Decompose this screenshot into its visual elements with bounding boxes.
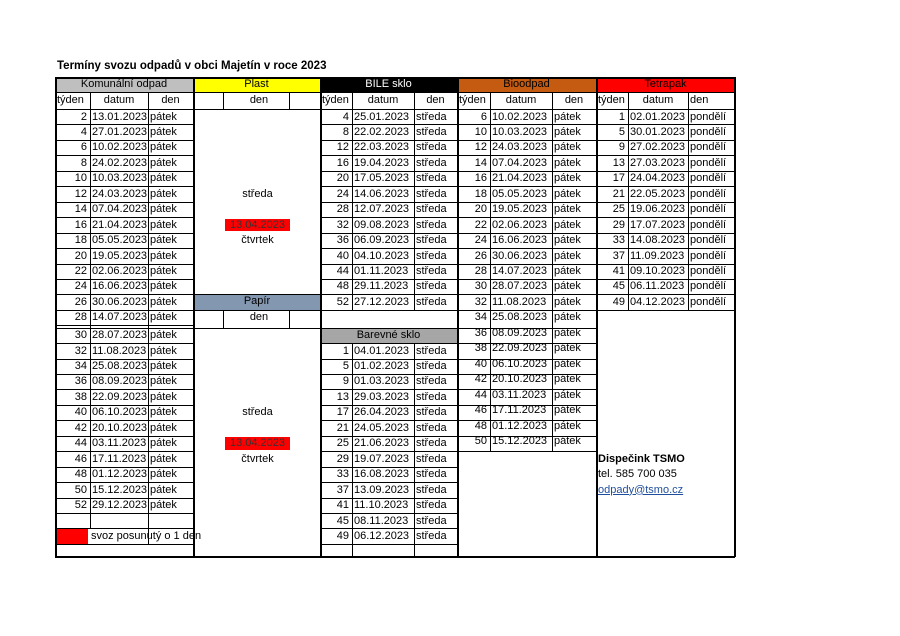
komunalni-day: pátek <box>150 234 177 247</box>
bioodpad-date: 02.06.2023 <box>492 218 548 231</box>
komunalni-date: 03.11.2023 <box>92 437 147 450</box>
barevne-sklo-day: středa <box>416 375 447 388</box>
barevne-sklo-day: středa <box>416 514 447 527</box>
bile-sklo-date: 17.05.2023 <box>354 172 410 185</box>
bioodpad-week: 38 <box>474 342 487 355</box>
tetrapak-week: 5 <box>618 125 625 138</box>
bioodpad-date: 28.07.2023 <box>492 280 548 293</box>
barevne-sklo-day: středa <box>416 421 447 434</box>
bioodpad-week: 26 <box>474 249 487 262</box>
header-bio: Bioodpad <box>457 77 596 92</box>
bioodpad-day: pátek <box>554 125 581 138</box>
komunalni-date: 10.03.2023 <box>92 172 148 185</box>
komunalni-week: 18 <box>74 234 87 247</box>
subheader-den: den <box>426 93 445 106</box>
bioodpad-day: pátek <box>554 110 581 123</box>
bioodpad-date: 25.08.2023 <box>492 311 548 324</box>
barevne-sklo-week: 41 <box>336 499 349 512</box>
bioodpad-week: 24 <box>474 234 487 247</box>
bioodpad-week: 10 <box>474 125 487 138</box>
bile-sklo-day: středa <box>416 249 447 262</box>
plast-day: středa <box>242 187 273 200</box>
bioodpad-day: pátek <box>554 311 581 324</box>
tetrapak-date: 19.06.2023 <box>630 203 686 216</box>
bioodpad-week: 46 <box>474 404 487 417</box>
bioodpad-date: 05.05.2023 <box>492 187 548 200</box>
bioodpad-day: pátek <box>554 295 581 308</box>
papir-day: středa <box>242 406 273 419</box>
contact-name: Dispečink TSMO <box>598 452 685 465</box>
komunalni-date: 28.07.2023 <box>92 329 148 342</box>
bile-sklo-day: středa <box>416 125 447 138</box>
komunalni-week: 12 <box>74 187 87 200</box>
komunalni-date: 27.01.2023 <box>92 125 148 138</box>
bioodpad-date: 22.09.2023 <box>492 342 548 355</box>
barevne-sklo-week: 33 <box>336 468 349 481</box>
tetrapak-date: 06.11.2023 <box>630 280 685 293</box>
komunalni-date: 05.05.2023 <box>92 234 148 247</box>
bioodpad-date: 21.04.2023 <box>492 172 548 185</box>
bioodpad-date: 14.07.2023 <box>492 265 548 277</box>
komunalni-week: 22 <box>74 265 87 277</box>
barevne-sklo-date: 21.06.2023 <box>354 437 410 450</box>
komunalni-week: 16 <box>74 218 87 231</box>
komunalni-week: 14 <box>74 203 87 216</box>
bile-sklo-date: 27.12.2023 <box>354 295 410 308</box>
bile-sklo-week: 44 <box>336 265 349 277</box>
bioodpad-date: 20.10.2023 <box>492 373 548 386</box>
bile-sklo-week: 20 <box>336 172 349 185</box>
tetrapak-date: 14.08.2023 <box>630 234 686 247</box>
bile-sklo-day: středa <box>416 110 447 123</box>
bioodpad-date: 10.02.2023 <box>492 110 548 123</box>
komunalni-week: 6 <box>80 141 87 154</box>
komunalni-day: pátek <box>150 125 177 138</box>
bioodpad-day: pátek <box>554 404 581 417</box>
legend-text: svoz posunutý o 1 den <box>91 529 202 542</box>
komunalni-date: 11.08.2023 <box>92 344 147 357</box>
tetrapak-day: pondělí <box>690 218 727 231</box>
bioodpad-week: 34 <box>474 311 487 324</box>
bile-sklo-week: 36 <box>336 234 349 247</box>
komunalni-date: 22.09.2023 <box>92 390 148 403</box>
bile-sklo-date: 29.11.2023 <box>354 280 409 293</box>
bioodpad-week: 36 <box>474 326 487 339</box>
komunalni-date: 25.08.2023 <box>92 360 148 373</box>
bioodpad-day: pátek <box>554 326 581 339</box>
contact-phone: tel. 585 700 035 <box>598 468 677 481</box>
komunalni-day: pátek <box>150 203 177 216</box>
tetrapak-date: 24.04.2023 <box>630 172 686 185</box>
komunalni-date: 29.12.2023 <box>92 499 148 512</box>
bioodpad-week: 48 <box>474 419 487 432</box>
bile-sklo-week: 12 <box>336 141 349 154</box>
tetrapak-date: 04.12.2023 <box>630 295 686 308</box>
barevne-sklo-week: 49 <box>336 529 349 542</box>
bioodpad-date: 08.09.2023 <box>492 326 548 339</box>
subheader-tyden: týden <box>322 93 349 106</box>
komunalni-week: 50 <box>74 483 87 496</box>
komunalni-week: 44 <box>74 437 87 450</box>
tetrapak-week: 41 <box>612 265 625 277</box>
barevne-sklo-day: středa <box>416 499 447 512</box>
barevne-sklo-week: 37 <box>336 483 349 496</box>
komunalni-week: 48 <box>74 468 87 481</box>
bile-sklo-date: 12.07.2023 <box>354 203 410 216</box>
komunalni-date: 19.05.2023 <box>92 249 148 262</box>
tetrapak-day: pondělí <box>690 265 727 277</box>
bioodpad-week: 22 <box>474 218 487 231</box>
bile-sklo-week: 16 <box>336 156 349 169</box>
komunalni-week: 2 <box>80 110 87 123</box>
bioodpad-day: pátek <box>554 234 581 247</box>
komunalni-week: 34 <box>74 360 87 373</box>
komunalni-date: 17.11.2023 <box>92 452 147 465</box>
komunalni-day: pátek <box>150 172 177 185</box>
barevne-sklo-date: 01.02.2023 <box>354 360 410 373</box>
komunalni-day: pátek <box>150 249 177 262</box>
tetrapak-day: pondělí <box>690 203 727 216</box>
barevne-sklo-week: 29 <box>336 452 349 465</box>
barevne-sklo-day: středa <box>416 406 447 419</box>
subheader-den: den <box>249 93 269 106</box>
komunalni-day: pátek <box>150 483 177 496</box>
bioodpad-date: 10.03.2023 <box>492 125 548 138</box>
komunalni-day: pátek <box>150 156 177 169</box>
bioodpad-day: pátek <box>554 373 581 386</box>
header-plast: Plast <box>193 77 320 92</box>
bioodpad-date: 07.04.2023 <box>492 156 548 169</box>
bioodpad-week: 50 <box>474 434 487 447</box>
bioodpad-week: 40 <box>474 357 487 370</box>
komunalni-date: 24.02.2023 <box>92 156 148 169</box>
bile-sklo-date: 22.02.2023 <box>354 125 410 138</box>
bioodpad-date: 17.11.2023 <box>492 404 547 417</box>
plast-shifted-day: čtvrtek <box>241 234 274 247</box>
barevne-sklo-week: 1 <box>342 344 349 357</box>
komunalni-day: pátek <box>150 406 177 419</box>
bioodpad-date: 06.10.2023 <box>492 357 548 370</box>
komunalni-week: 30 <box>74 329 87 342</box>
tetrapak-week: 37 <box>612 249 625 262</box>
komunalni-week: 4 <box>80 125 87 138</box>
tetrapak-week: 45 <box>612 280 625 293</box>
bile-sklo-day: středa <box>416 203 447 216</box>
tetrapak-day: pondělí <box>690 110 727 123</box>
barevne-sklo-date: 01.03.2023 <box>354 375 410 388</box>
komunalni-date: 02.06.2023 <box>92 265 148 277</box>
barevne-sklo-week: 17 <box>336 406 349 419</box>
bioodpad-date: 11.08.2023 <box>492 295 547 308</box>
contact-email-link[interactable]: odpady@tsmo.cz <box>598 483 684 496</box>
bioodpad-day: pátek <box>554 141 581 154</box>
komunalni-week: 26 <box>74 295 87 308</box>
bioodpad-week: 42 <box>474 373 487 386</box>
bioodpad-week: 32 <box>474 295 487 308</box>
bioodpad-date: 19.05.2023 <box>492 203 548 216</box>
papir-shifted-day: čtvrtek <box>241 452 274 465</box>
komunalni-week: 10 <box>74 172 87 185</box>
bioodpad-week: 20 <box>474 203 487 216</box>
komunalni-date: 07.04.2023 <box>92 203 148 216</box>
bioodpad-day: pátek <box>554 357 581 370</box>
komunalni-date: 24.03.2023 <box>92 187 148 200</box>
subheader-den: den <box>564 93 584 106</box>
tetrapak-day: pondělí <box>690 172 727 185</box>
bioodpad-week: 14 <box>474 156 487 169</box>
komunalni-date: 15.12.2023 <box>92 483 148 496</box>
bile-sklo-day: středa <box>416 280 447 293</box>
barevne-sklo-day: středa <box>416 452 447 465</box>
komunalni-date: 14.07.2023 <box>92 311 148 324</box>
tetrapak-date: 09.10.2023 <box>630 265 686 277</box>
komunalni-day: pátek <box>150 437 177 450</box>
bile-sklo-day: středa <box>416 295 447 308</box>
komunalni-week: 36 <box>74 375 87 388</box>
barevne-sklo-week: 21 <box>336 421 349 434</box>
bile-sklo-date: 22.03.2023 <box>354 141 410 154</box>
komunalni-week: 8 <box>80 156 87 169</box>
bioodpad-day: pátek <box>554 172 581 185</box>
bioodpad-day: pátek <box>554 156 581 169</box>
subheader-datum: datum <box>103 93 135 106</box>
bile-sklo-day: středa <box>416 172 447 185</box>
bile-sklo-day: středa <box>416 234 447 247</box>
bile-sklo-week: 40 <box>336 249 349 262</box>
barevne-sklo-date: 08.11.2023 <box>354 514 409 527</box>
komunalni-day: pátek <box>150 311 177 324</box>
barevne-sklo-day: středa <box>416 468 447 481</box>
bile-sklo-date: 04.10.2023 <box>354 249 410 262</box>
bile-sklo-date: 19.04.2023 <box>354 156 410 169</box>
barevne-sklo-day: středa <box>416 483 447 496</box>
komunalni-day: pátek <box>150 360 177 373</box>
papir-subheader-den: den <box>249 311 269 324</box>
barevne-sklo-date: 16.08.2023 <box>354 468 410 481</box>
barevne-sklo-date: 11.10.2023 <box>354 499 409 512</box>
komunalni-week: 52 <box>74 499 87 512</box>
subheader-datum: datum <box>642 93 674 106</box>
tetrapak-date: 02.01.2023 <box>630 110 686 123</box>
barevne-sklo-date: 26.04.2023 <box>354 406 410 419</box>
tetrapak-date: 27.03.2023 <box>630 156 686 169</box>
bile-sklo-day: středa <box>416 187 447 200</box>
tetrapak-week: 17 <box>612 172 625 185</box>
komunalni-date: 06.10.2023 <box>92 406 148 419</box>
bioodpad-week: 30 <box>474 280 487 293</box>
tetrapak-date: 17.07.2023 <box>630 218 686 231</box>
tetrapak-day: pondělí <box>690 156 727 169</box>
komunalni-week: 42 <box>74 421 87 434</box>
komunalni-day: pátek <box>150 141 177 154</box>
bioodpad-day: pátek <box>554 342 581 355</box>
tetrapak-week: 1 <box>618 110 625 123</box>
subheader-tyden: týden <box>598 93 625 106</box>
komunalni-day: pátek <box>150 329 177 342</box>
plast-shifted-date: 13.04.2023 <box>225 219 290 231</box>
komunalni-day: pátek <box>150 390 177 403</box>
bioodpad-date: 01.12.2023 <box>492 419 548 432</box>
barevne-sklo-date: 13.09.2023 <box>354 483 410 496</box>
komunalni-day: pátek <box>150 110 177 123</box>
bioodpad-week: 6 <box>480 110 487 123</box>
tetrapak-week: 9 <box>618 141 625 154</box>
bioodpad-day: pátek <box>554 187 581 200</box>
page-title: Termíny svozu odpadů v obci Majetín v roce 2023 <box>57 60 327 72</box>
subheader-den: den <box>161 93 180 106</box>
tetrapak-week: 29 <box>612 218 625 231</box>
barevne-sklo-week: 45 <box>336 514 349 527</box>
komunalni-week: 40 <box>74 406 87 419</box>
bile-sklo-week: 8 <box>342 125 349 138</box>
subheader-datum: datum <box>505 93 537 106</box>
bioodpad-week: 18 <box>474 187 487 200</box>
header-komunalni: Komunální odpad <box>55 77 193 92</box>
bioodpad-day: pátek <box>554 203 581 216</box>
tetrapak-day: pondělí <box>690 187 727 200</box>
papir-shifted-date: 13.04.2023 <box>225 437 290 449</box>
bioodpad-week: 44 <box>474 388 487 401</box>
komunalni-day: pátek <box>150 375 177 388</box>
tetrapak-date: 27.02.2023 <box>630 141 686 154</box>
komunalni-date: 30.06.2023 <box>92 295 148 308</box>
bile-sklo-week: 4 <box>342 110 349 123</box>
komunalni-week: 28 <box>74 311 87 324</box>
bioodpad-day: pátek <box>554 249 581 262</box>
komunalni-week: 32 <box>74 344 87 357</box>
komunalni-week: 20 <box>74 249 87 262</box>
komunalni-date: 16.06.2023 <box>92 280 148 293</box>
bile-sklo-date: 25.01.2023 <box>354 110 410 123</box>
komunalni-week: 38 <box>74 390 87 403</box>
komunalni-day: pátek <box>150 468 177 481</box>
bioodpad-day: pátek <box>554 280 581 293</box>
barevne-sklo-date: 04.01.2023 <box>354 344 410 357</box>
tetrapak-week: 13 <box>612 156 625 169</box>
bile-sklo-date: 06.09.2023 <box>354 234 410 247</box>
bile-sklo-day: středa <box>416 156 447 169</box>
tetrapak-day: pondělí <box>690 125 727 138</box>
tetrapak-date: 11.09.2023 <box>630 249 685 262</box>
bioodpad-day: pátek <box>554 419 581 432</box>
legend-red-swatch <box>56 529 88 543</box>
subheader-tyden: týden <box>459 93 486 106</box>
bile-sklo-week: 48 <box>336 280 349 293</box>
subheader-datum: datum <box>367 93 399 106</box>
komunalni-day: pátek <box>150 280 177 293</box>
tetrapak-week: 25 <box>612 203 625 216</box>
bioodpad-day: pátek <box>554 388 581 401</box>
barevne-sklo-day: středa <box>416 529 447 542</box>
barevne-sklo-date: 24.05.2023 <box>354 421 410 434</box>
tetrapak-day: pondělí <box>690 295 727 308</box>
komunalni-day: pátek <box>150 452 177 465</box>
barevne-sklo-week: 25 <box>336 437 349 450</box>
bioodpad-date: 24.03.2023 <box>492 141 548 154</box>
komunalni-day: pátek <box>150 218 177 231</box>
tetrapak-week: 21 <box>612 187 625 200</box>
tetrapak-day: pondělí <box>690 141 727 154</box>
barevne-sklo-week: 5 <box>342 360 349 373</box>
tetrapak-day: pondělí <box>690 234 727 247</box>
bioodpad-date: 30.06.2023 <box>492 249 548 262</box>
tetrapak-day: pondělí <box>690 280 727 293</box>
tetrapak-date: 30.01.2023 <box>630 125 686 138</box>
barevne-sklo-date: 29.03.2023 <box>354 390 410 403</box>
bioodpad-week: 12 <box>474 141 487 154</box>
bile-sklo-week: 52 <box>336 295 349 308</box>
bioodpad-week: 16 <box>474 172 487 185</box>
header-bile: BÍLÉ sklo <box>320 77 457 92</box>
bioodpad-day: pátek <box>554 434 581 447</box>
komunalni-date: 10.02.2023 <box>92 141 148 154</box>
header-barevne-sklo: Barevné sklo <box>320 328 457 343</box>
bile-sklo-week: 28 <box>336 203 349 216</box>
komunalni-day: pátek <box>150 265 177 277</box>
bile-sklo-day: středa <box>416 218 447 231</box>
bile-sklo-date: 14.06.2023 <box>354 187 410 200</box>
tetrapak-date: 22.05.2023 <box>630 187 686 200</box>
komunalni-day: pátek <box>150 499 177 512</box>
bioodpad-date: 03.11.2023 <box>492 388 547 401</box>
bioodpad-week: 28 <box>474 265 487 277</box>
tetrapak-day: pondělí <box>690 249 727 262</box>
bioodpad-day: pátek <box>554 218 581 231</box>
barevne-sklo-week: 13 <box>336 390 349 403</box>
komunalni-date: 01.12.2023 <box>92 468 148 481</box>
komunalni-day: pátek <box>150 421 177 434</box>
komunalni-day: pátek <box>150 344 177 357</box>
bile-sklo-day: středa <box>416 141 447 154</box>
barevne-sklo-week: 9 <box>342 375 349 388</box>
tetrapak-week: 33 <box>612 234 625 247</box>
barevne-sklo-day: středa <box>416 360 447 373</box>
bile-sklo-date: 09.08.2023 <box>354 218 410 231</box>
bioodpad-date: 16.06.2023 <box>492 234 548 247</box>
subheader-tyden: týden <box>57 93 84 106</box>
bioodpad-date: 15.12.2023 <box>492 434 548 447</box>
komunalni-week: 46 <box>74 452 87 465</box>
bile-sklo-week: 32 <box>336 218 349 231</box>
subheader-den: den <box>690 93 709 106</box>
komunalni-date: 20.10.2023 <box>92 421 148 434</box>
komunalni-date: 08.09.2023 <box>92 375 148 388</box>
komunalni-date: 13.01.2023 <box>92 110 148 123</box>
bile-sklo-week: 24 <box>336 187 349 200</box>
bile-sklo-date: 01.11.2023 <box>354 265 409 277</box>
komunalni-week: 24 <box>74 280 87 293</box>
barevne-sklo-day: středa <box>416 344 447 357</box>
tetrapak-week: 49 <box>612 295 625 308</box>
header-tetra: Tetrapak <box>596 77 735 92</box>
komunalni-day: pátek <box>150 295 177 308</box>
barevne-sklo-date: 19.07.2023 <box>354 452 410 465</box>
barevne-sklo-day: středa <box>416 390 447 403</box>
header-papir: Papír <box>194 294 320 309</box>
komunalni-date: 21.04.2023 <box>92 218 148 231</box>
bioodpad-day: pátek <box>554 265 581 277</box>
bile-sklo-day: středa <box>416 265 447 277</box>
komunalni-day: pátek <box>150 187 177 200</box>
barevne-sklo-day: středa <box>416 437 447 450</box>
barevne-sklo-date: 06.12.2023 <box>354 529 410 542</box>
